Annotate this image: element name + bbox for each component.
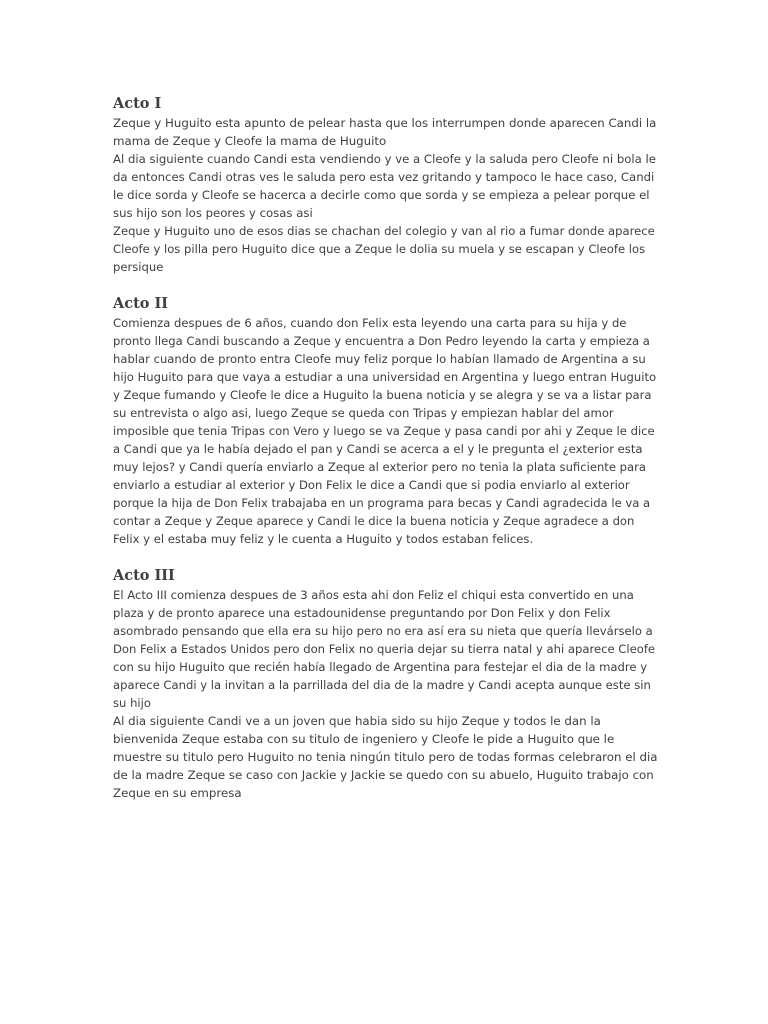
text-line: le dice sorda y Cleofe se hacerca a decirle como que sorda y se empieza a pelear porque el	[113, 188, 650, 202]
text-line: muestre su titulo pero Huguito no tenia ningún titulo pero de todas formas celebraron el dia	[113, 750, 658, 764]
text-line: su entrevista o algo asi, luego Zeque se queda con Tripas y empiezan hablar del amor	[113, 406, 614, 420]
section-spacer	[113, 276, 658, 294]
act-3-paragraph-2	[113, 712, 658, 802]
text-line: Al dia siguiente cuando Candi esta vendiendo y ve a Cleofe y la saluda pero Cleofe ni bola le	[113, 152, 656, 166]
text-line: Comienza despues de 6 años, cuando don Felix esta leyendo una carta para su hija y de	[113, 316, 627, 330]
text-line: bienvenida Zeque estaba con su titulo de ingeniero y Cleofe le pide a Huguito que le	[113, 732, 615, 746]
act-1-body	[113, 114, 658, 276]
text-line: mama de Zeque y Cleofe la mama de Huguito	[113, 134, 387, 148]
act-1-section	[113, 94, 658, 276]
text-line: Zeque y Huguito uno de esos dias se chachan del colegio y van al rio a fumar donde aparece	[113, 224, 655, 238]
text-line: contar a Zeque y Zeque aparece y Candi le dice la buena noticia y Zeque agradece a don	[113, 514, 635, 528]
text-line: de la madre Zeque se caso con Jackie y Jackie se quedo con su abuelo, Huguito trabajo con	[113, 768, 654, 782]
text-line: porque la hija de Don Felix trabajaba en un programa para becas y Candi agradecida le va a	[113, 496, 651, 510]
text-line: muy lejos? y Candi quería enviarlo a Zeque al exterior pero no tenia la plata suficiente para	[113, 460, 646, 474]
text-line: a Candi que ya le había dejado el pan y Candi se acerca a el y le pregunta el ¿exterior esta	[113, 442, 643, 456]
text-line: con su hijo Huguito que recién había llegado de Argentina para festejar el dia de la madre y	[113, 660, 648, 674]
act-2-body	[113, 314, 658, 548]
text-line: pronto llega Candi buscando a Zeque y encuentra a Don Pedro leyendo la carta y empieza a	[113, 334, 650, 348]
document-page	[113, 94, 658, 802]
text-line: Al dia siguiente Candi ve a un joven que habia sido su hijo Zeque y todos le dan la	[113, 714, 601, 728]
text-line: asombrado pensando que ella era su hijo pero no era así era su nieta que quería llevárselo a	[113, 624, 653, 638]
text-line: y Zeque fumando y Cleofe le dice a Huguito la buena noticia y se alegra y se va a listar para	[113, 388, 652, 402]
act-3-heading: Acto III	[113, 567, 175, 584]
act-2-heading: Acto II	[113, 295, 169, 312]
act-1-paragraph-3	[113, 222, 658, 276]
text-line: imposible que tenia Tripas con Vero y luego se va Zeque y pasa candi por ahi y Zeque le dice	[113, 424, 655, 438]
act-2-paragraph-1	[113, 314, 658, 548]
text-line: plaza y de pronto aparece una estadounidense preguntando por Don Felix y don Felix	[113, 606, 611, 620]
text-line: hijo Huguito para que vaya a estudiar a una universidad en Argentina y luego entran Huguito	[113, 370, 657, 384]
act-1-paragraph-2	[113, 150, 658, 222]
text-line: persique	[113, 260, 164, 274]
act-2-section	[113, 294, 658, 548]
text-line: Felix y el estaba muy feliz y le cuenta a Huguito y todos estaban felices.	[113, 532, 534, 546]
act-3-section	[113, 566, 658, 802]
text-line: su hijo	[113, 696, 151, 710]
act-1-heading: Acto I	[113, 95, 162, 112]
act-1-paragraph-1	[113, 114, 658, 150]
text-line: aparece Candi y la invitan a la parrillada del dia de la madre y Candi acepta aunque este sin	[113, 678, 651, 692]
text-line: Zeque en su empresa	[113, 786, 242, 800]
text-line: Zeque y Huguito esta apunto de pelear hasta que los interrumpen donde aparecen Candi la	[113, 116, 657, 130]
section-spacer	[113, 548, 658, 566]
text-line: sus hijo son los peores y cosas asi	[113, 206, 313, 220]
text-line: enviarlo a estudiar al exterior y Don Felix le dice a Candi que si podia enviarlo al exterior	[113, 478, 630, 492]
act-3-body	[113, 586, 658, 802]
text-line: hablar cuando de pronto entra Cleofe muy feliz porque lo habían llamado de Argentina a su	[113, 352, 646, 366]
act-3-paragraph-1	[113, 586, 658, 712]
text-line: da entonces Candi otras ves le saluda pero esta vez gritando y tampoco le hace caso, Candi	[113, 170, 655, 184]
text-line: Cleofe y los pilla pero Huguito dice que a Zeque le dolia su muela y se escapan y Cleofe los	[113, 242, 646, 256]
text-line: Don Felix a Estados Unidos pero don Felix no queria dejar su tierra natal y ahi aparece Cleofe	[113, 642, 656, 656]
text-line: El Acto III comienza despues de 3 años esta ahi don Feliz el chiqui esta convertido en una	[113, 588, 634, 602]
